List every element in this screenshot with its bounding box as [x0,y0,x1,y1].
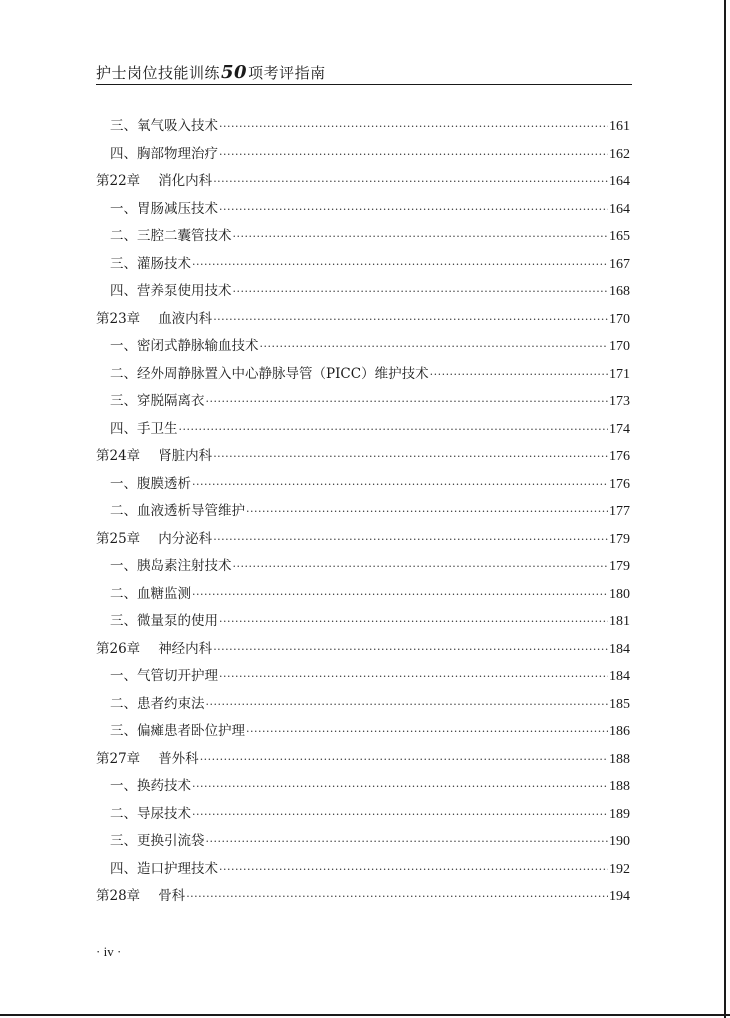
toc-entry-row[interactable] [96,472,630,500]
toc-page-number: 168 [609,284,630,299]
toc-chapter-label: 第22章 [96,173,141,189]
toc-leader-dots [213,313,608,326]
toc-entry-row[interactable] [96,857,630,885]
toc-leader-dots [233,285,609,298]
toc-entry-row[interactable] [96,334,630,362]
toc-entry-label: 一、换药技术 [110,778,191,794]
toc-chapter-row[interactable] [96,884,630,912]
toc-entry-row[interactable] [96,362,630,390]
toc-entry-row[interactable] [96,389,630,417]
toc-leader-dots [213,450,608,463]
toc-entry-row[interactable] [96,664,630,692]
toc-leader-dots [206,698,609,711]
toc-page-number: 184 [609,669,630,684]
toc-chapter-row[interactable] [96,527,630,555]
toc-entry-label: 二、三腔二囊管技术 [110,228,232,244]
header-title-after: 项考评指南 [248,64,326,82]
toc-page-number: 190 [609,834,630,849]
toc-leader-dots [219,670,608,683]
toc-entry-row[interactable] [96,829,630,857]
toc-page-number: 176 [609,476,630,492]
toc-page-number: 184 [609,641,630,657]
toc-page-number: 186 [609,724,630,739]
table-of-contents [96,114,630,912]
toc-chapter-label: 第27章 [96,750,141,767]
toc-entry-row[interactable] [96,417,630,445]
toc-entry-label: 三、偏瘫患者卧位护理 [110,723,245,739]
toc-entry-label: 一、腹膜透析 [110,475,191,492]
toc-entry-label: 一、胰岛素注射技术 [110,558,232,574]
toc-entry-label: 二、血糖监测 [110,585,191,602]
toc-entry-row[interactable] [96,719,630,747]
toc-leader-dots [179,423,609,436]
toc-leader-dots [246,505,608,518]
toc-page-number: 162 [609,146,630,162]
toc-chapter-row[interactable] [96,307,630,335]
running-header [96,62,632,83]
toc-leader-dots [260,340,609,353]
toc-entry-label: 三、微量泵的使用 [110,613,218,629]
toc-leader-dots [206,395,609,408]
toc-entry-row[interactable] [96,609,630,637]
toc-chapter-title: 消化内科 [158,173,213,189]
toc-chapter-title: 神经内科 [158,640,213,657]
toc-entry-label: 三、穿脱隔离衣 [110,393,205,409]
toc-entry-row[interactable] [96,499,630,527]
toc-leader-dots [186,890,608,903]
toc-entry-row[interactable] [96,142,630,170]
toc-leader-dots [219,148,608,161]
toc-chapter-label: 第28章 [96,888,141,904]
toc-chapter-row[interactable] [96,169,630,197]
toc-chapter-row[interactable] [96,637,630,665]
toc-leader-dots [200,753,608,766]
header-title-before: 护士岗位技能训练 [96,64,221,82]
toc-page-number: 181 [609,614,630,629]
toc-leader-dots [213,643,608,656]
page-edge-bottom [0,1014,730,1018]
toc-page-number: 164 [609,201,630,217]
page-edge-right [724,0,730,1018]
toc-entry-label: 三、灌肠技术 [110,255,191,272]
toc-entry-label: 二、血液透析导管维护 [110,503,245,519]
toc-entry-row[interactable] [96,692,630,720]
toc-page-number: 176 [609,449,630,464]
toc-page-number: 179 [609,531,630,547]
page-folio: · iv · [96,944,122,959]
toc-chapter-title: 普外科 [158,750,199,767]
toc-entry-label: 三、更换引流袋 [110,833,205,849]
toc-leader-dots [219,615,608,628]
toc-page-number: 164 [609,174,630,189]
toc-entry-label: 二、导尿技术 [110,805,191,822]
toc-leader-dots [219,203,608,216]
toc-page-number: 188 [609,779,630,794]
toc-leader-dots [192,780,608,793]
toc-page-number: 192 [609,861,630,877]
toc-leader-dots [219,863,608,876]
toc-entry-row[interactable] [96,774,630,802]
toc-entry-row[interactable] [96,252,630,280]
toc-entry-label: 四、营养泵使用技术 [110,283,232,299]
toc-leader-dots [430,368,608,381]
toc-chapter-title: 骨科 [158,888,186,904]
toc-entry-row[interactable] [96,554,630,582]
toc-leader-dots [219,120,608,133]
toc-page-number: 188 [609,751,630,767]
toc-chapter-label: 第25章 [96,530,141,547]
toc-entry-label: 四、胸部物理治疗 [110,145,218,162]
toc-leader-dots [192,258,608,271]
toc-page-number: 167 [609,256,630,272]
toc-page-number: 194 [609,889,630,904]
toc-page-number: 170 [609,339,630,354]
toc-chapter-title: 内分泌科 [158,530,213,547]
toc-entry-label: 一、密闭式静脉输血技术 [110,338,259,354]
toc-leader-dots [233,560,609,573]
toc-leader-dots [192,808,608,821]
header-rule [96,84,632,85]
toc-leader-dots [192,478,608,491]
toc-entry-row[interactable] [96,114,630,142]
toc-page-number: 180 [609,586,630,602]
header-title-number: 50 [221,62,248,83]
toc-entry-label: 二、经外周静脉置入中心静脉导管（PICC）维护技术 [110,365,429,382]
toc-chapter-label: 第24章 [96,448,141,464]
toc-leader-dots [192,588,608,601]
toc-chapter-title: 血液内科 [158,310,213,327]
toc-page-number: 165 [609,229,630,244]
toc-chapter-label: 第26章 [96,640,141,657]
toc-page-number: 177 [609,504,630,519]
toc-entry-row[interactable] [96,582,630,610]
toc-entry-row[interactable] [96,197,630,225]
toc-entry-label: 四、造口护理技术 [110,860,218,877]
toc-leader-dots [213,533,608,546]
toc-leader-dots [206,835,609,848]
toc-leader-dots [213,175,608,188]
toc-page-number: 173 [609,394,630,409]
toc-page-number: 171 [609,366,630,382]
toc-entry-label: 三、氧气吸入技术 [110,118,218,134]
toc-page-number: 179 [609,559,630,574]
toc-entry-label: 一、胃肠减压技术 [110,200,218,217]
toc-chapter-row[interactable] [96,444,630,472]
toc-chapter-label: 第23章 [96,310,141,327]
toc-entry-row[interactable] [96,224,630,252]
toc-entry-row[interactable] [96,802,630,830]
toc-entry-row[interactable] [96,279,630,307]
toc-page-number: 174 [609,421,630,437]
toc-leader-dots [233,230,609,243]
toc-entry-label: 四、手卫生 [110,420,178,437]
toc-page-number: 189 [609,806,630,822]
toc-entry-label: 二、患者约束法 [110,695,205,712]
toc-chapter-row[interactable] [96,747,630,775]
toc-leader-dots [246,725,608,738]
toc-page-number: 161 [609,119,630,134]
toc-page-number: 185 [609,696,630,712]
toc-chapter-title: 肾脏内科 [158,448,213,464]
toc-page-number: 170 [609,311,630,327]
toc-entry-label: 一、气管切开护理 [110,668,218,684]
